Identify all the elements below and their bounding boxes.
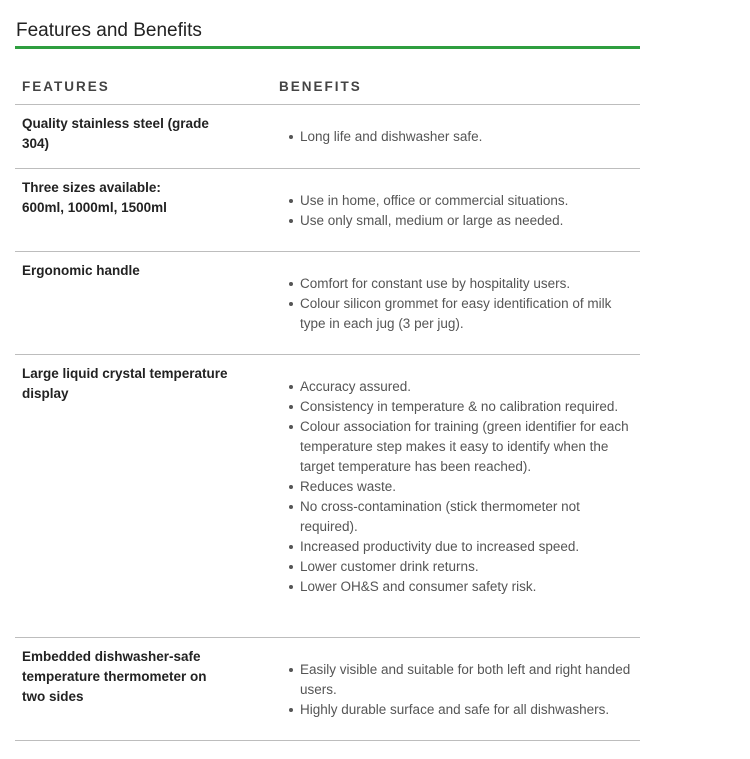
table-row (15, 252, 640, 355)
feature-text-line: 304) (22, 136, 50, 151)
feature-cell (15, 105, 277, 168)
benefits-list (277, 377, 640, 597)
benefit-item: Consistency in temperature & no calibration required. (277, 397, 635, 417)
table-header (15, 49, 640, 105)
feature-text-line: Large liquid crystal temperature (22, 366, 228, 381)
benefit-item: Lower OH&S and consumer safety risk. (277, 577, 635, 597)
feature-text-line: temperature thermometer on (22, 669, 207, 684)
benefits-list (277, 274, 640, 334)
feature-cell (15, 252, 277, 354)
feature-text-line: Three sizes available: (22, 180, 161, 195)
feature-text-line: display (22, 386, 69, 401)
benefits-list (277, 191, 640, 231)
feature-cell (15, 638, 277, 740)
benefits-cell (277, 169, 640, 251)
feature-text-line: two sides (22, 689, 84, 704)
benefits-column-header: BENEFITS (279, 79, 362, 94)
table-row (15, 105, 640, 169)
benefit-item: Easily visible and suitable for both left and right handed users. (277, 660, 635, 700)
benefits-list (277, 127, 640, 147)
table-row (15, 638, 640, 741)
table-row (15, 169, 640, 252)
section-title: Features and Benefits (16, 20, 202, 41)
features-benefits-section (15, 18, 640, 741)
table-row (15, 355, 640, 638)
benefit-item: Comfort for constant use by hospitality users. (277, 274, 635, 294)
benefit-item: Use in home, office or commercial situations. (277, 191, 635, 211)
benefits-cell (277, 105, 640, 168)
features-column-header: FEATURES (22, 79, 110, 94)
benefit-item: Reduces waste. (277, 477, 635, 497)
feature-cell (15, 355, 277, 637)
feature-text-line: Quality stainless steel (grade (22, 116, 209, 131)
benefits-cell (277, 355, 640, 637)
benefit-item: Colour association for training (green identifier for each temperature step makes it easy to identify when the target temperature has been reached). (277, 417, 635, 477)
benefit-item: Highly durable surface and safe for all dishwashers. (277, 700, 635, 720)
feature-text-line: 600ml, 1000ml, 1500ml (22, 200, 167, 215)
benefits-list (277, 660, 640, 720)
feature-text-line: Ergonomic handle (22, 263, 140, 278)
benefit-item: Colour silicon grommet for easy identification of milk type in each jug (3 per jug). (277, 294, 635, 334)
feature-cell (15, 169, 277, 251)
benefit-item: Long life and dishwasher safe. (277, 127, 635, 147)
benefit-item: Lower customer drink returns. (277, 557, 635, 577)
benefit-item: Use only small, medium or large as needed. (277, 211, 635, 231)
benefit-item: Accuracy assured. (277, 377, 635, 397)
table-body (15, 105, 640, 741)
benefits-cell (277, 638, 640, 740)
feature-text-line: Embedded dishwasher-safe (22, 649, 201, 664)
benefit-item: No cross-contamination (stick thermometer not required). (277, 497, 635, 537)
benefit-item: Increased productivity due to increased speed. (277, 537, 635, 557)
benefits-cell (277, 252, 640, 354)
